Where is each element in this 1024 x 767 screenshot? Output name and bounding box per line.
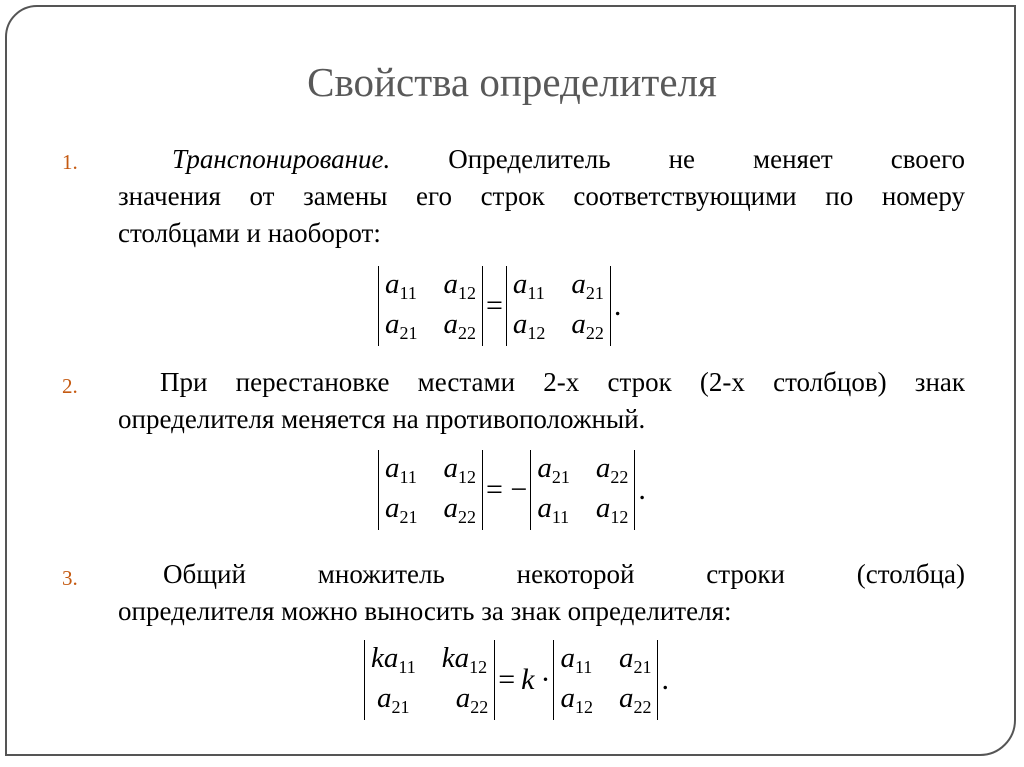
determinant-left (378, 450, 483, 530)
item-number-1: 1. (62, 150, 78, 174)
entry: $a_{21}$ (537, 452, 570, 487)
determinant-left (378, 266, 483, 346)
item-3-text (118, 556, 965, 630)
entry: $a_{21}$ (571, 268, 604, 303)
item-1-line-2: значения от замены его строк соответствующими по номеру (118, 181, 965, 211)
entry: $a_{22}$ (443, 492, 476, 527)
entry: $a_{22}$ (595, 452, 629, 487)
entry: $a_{12}$ (560, 682, 593, 717)
determinant-right (553, 640, 658, 720)
entry: $a_{21}$ (385, 492, 418, 527)
item-3-line-1: Общий множитель некоторой строки (столбца) (163, 559, 965, 589)
entry: $a_{11}$ (512, 268, 545, 303)
item-3-line-2: определителя можно выносить за знак определителя: (118, 596, 732, 626)
determinant-right (506, 266, 611, 346)
item-1-line-1-text: Определитель не меняет своего (390, 144, 965, 174)
period: . (638, 473, 646, 506)
slide-title: Свойства определителя (307, 59, 717, 105)
entry: $a_{11}$ (385, 268, 417, 303)
entry: $a_{21}$ (618, 642, 652, 677)
item-2-line-1: При перестановке местами 2-х строк (2-х столбцов) знак (160, 367, 965, 397)
entry: $a_{21}$ (385, 308, 418, 343)
entry: $a_{22}$ (455, 682, 489, 717)
determinant-left (364, 640, 495, 720)
entry: $a_{11}$ (537, 492, 570, 527)
entry: $a_{12}$ (443, 268, 476, 303)
item-number-2: 2. (62, 374, 78, 398)
item-number-3: 3. (62, 566, 78, 590)
determinant-right (530, 450, 635, 530)
formula-1 (378, 266, 624, 346)
item-1-line-1 (118, 141, 965, 178)
factor-k: k (521, 663, 535, 696)
multiply-dot: · (540, 663, 551, 696)
entry: $a_{21}$ (377, 682, 410, 717)
item-1-line-3: столбцами и наоборот: (118, 218, 381, 248)
entry: $a_{22}$ (571, 308, 604, 343)
equals-operator: = (486, 289, 503, 322)
item-2-text (118, 364, 965, 438)
entry: $a_{12}$ (595, 492, 629, 527)
period: . (661, 663, 669, 696)
entry: $a_{22}$ (618, 682, 652, 717)
item-2-line-2: определителя меняется на противоположный. (118, 404, 646, 434)
equals-operator: = (498, 663, 516, 696)
entry: $a_{12}$ (512, 308, 546, 343)
entry: $ka_{11}$ (371, 642, 416, 677)
item-1-lead: Транспонирование. (172, 144, 391, 174)
item-1-text (118, 141, 965, 252)
period: . (613, 289, 622, 322)
entry: $a_{12}$ (443, 452, 476, 487)
formula-3 (364, 640, 672, 720)
entry: $a_{22}$ (443, 308, 476, 343)
equals-minus-operator: = − (486, 473, 528, 506)
entry: $ka_{12}$ (441, 642, 488, 677)
formula-2 (378, 450, 649, 530)
entry: $a_{11}$ (560, 642, 593, 677)
entry: $a_{11}$ (385, 452, 417, 487)
